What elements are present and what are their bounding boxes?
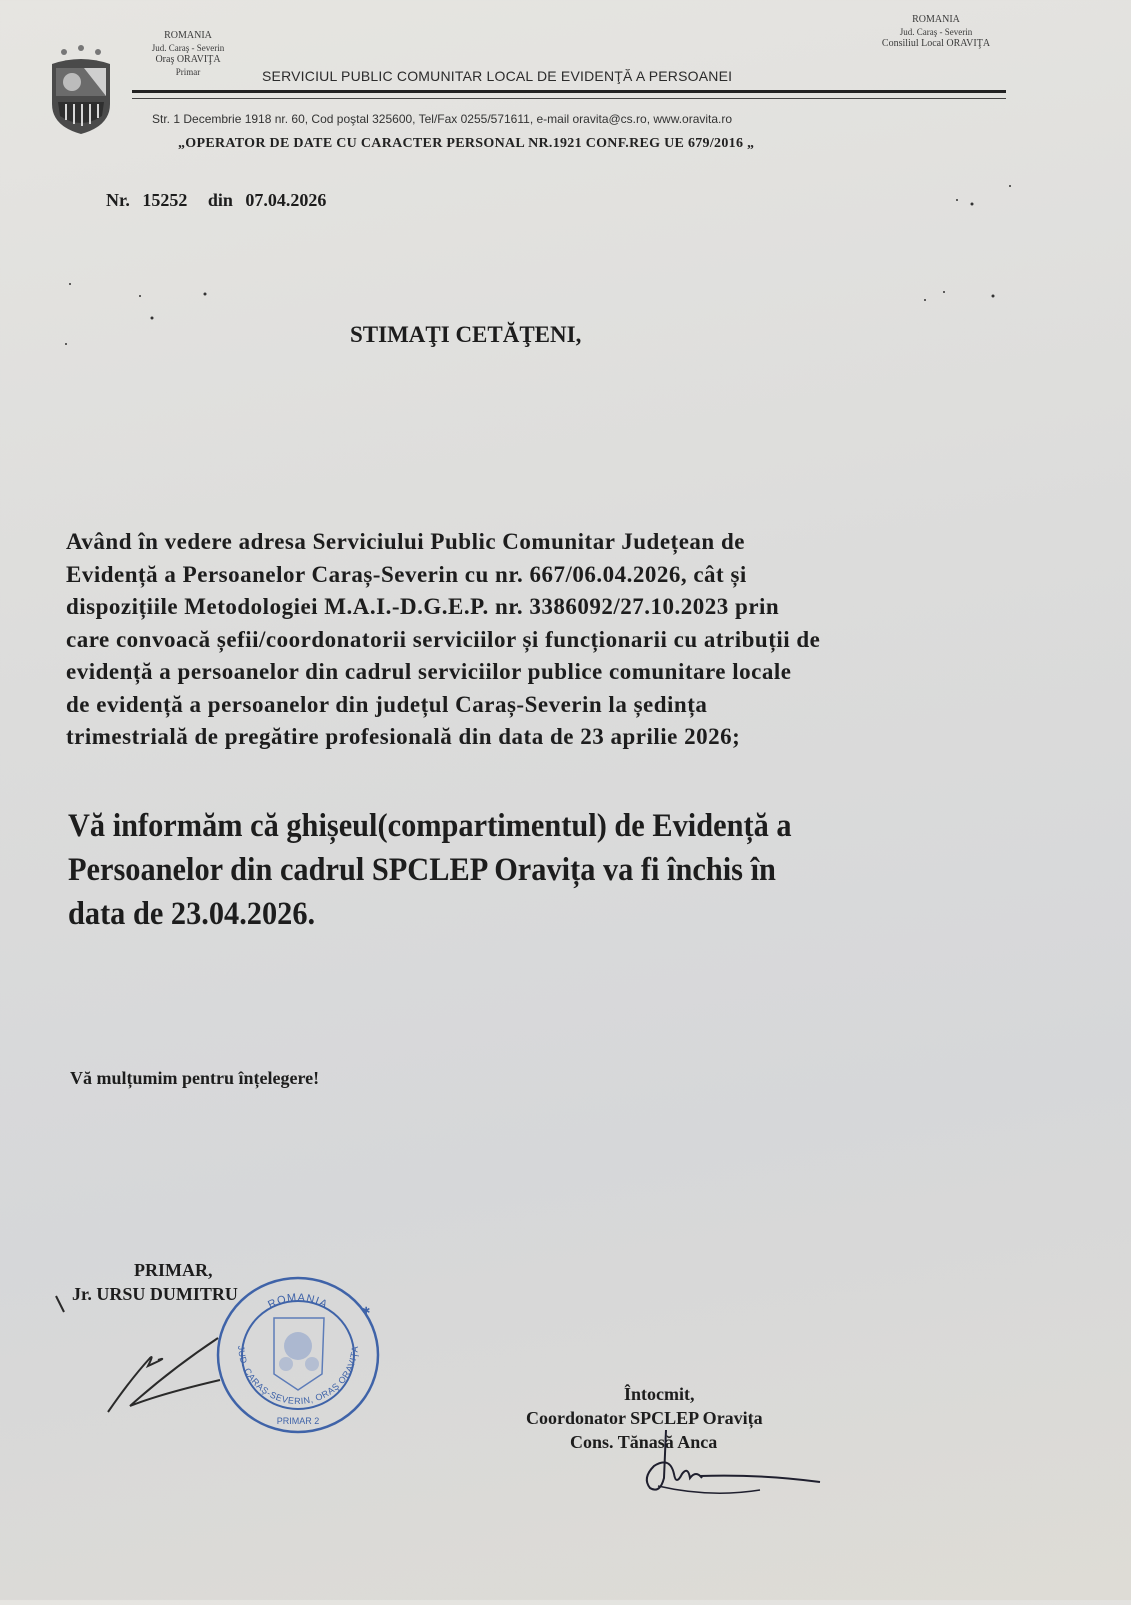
author-role: Coordonator SPCLEP Oravița xyxy=(526,1408,763,1428)
header-left-line: ROMANIA xyxy=(164,30,212,41)
stamp-star-icon: ✱ xyxy=(362,1306,371,1317)
header-right-line: Consiliul Local ORAVIŢA xyxy=(881,38,991,49)
header-left-line: Oraş ORAVIŢA xyxy=(155,54,221,65)
svg-text:ROMANIA xyxy=(266,1292,330,1311)
stamp-text-bottom: PRIMAR 2 xyxy=(276,1416,320,1426)
header-right-line: ROMANIA xyxy=(912,14,960,25)
body-line: evidență a persoanelor din cadrul serviciilor publice comunitare locale xyxy=(66,659,792,684)
header-address: Str. 1 Decembrie 1918 nr. 60, Cod poştal 325600, Tel/Fax 0255/571611, e-mail oravita@cs.ro, www.oravita.ro xyxy=(152,112,733,126)
nr-label: Nr. xyxy=(106,190,130,210)
header-rule-top xyxy=(132,90,1006,93)
registration-date: 07.04.2026 xyxy=(245,190,327,210)
author-label: Întocmit, xyxy=(624,1384,695,1404)
header-rule-bottom xyxy=(132,98,1006,99)
author-name: Cons. Tănasă Anca xyxy=(570,1432,718,1452)
header-left-block xyxy=(118,30,258,78)
body-paragraph xyxy=(66,526,1026,754)
notice-line: data de 23.04.2026. xyxy=(68,896,316,932)
header-operator-notice: „OPERATOR DE DATE CU CARACTER PERSONAL NR.1921 CONF.REG UE 679/2016 „ xyxy=(178,136,755,151)
body-line: Având în vedere adresa Serviciului Public Comunitar Județean de xyxy=(66,529,745,554)
header-left-line: Primar xyxy=(175,67,201,77)
mayor-title: PRIMAR, xyxy=(134,1260,213,1280)
body-line: trimestrială de pregătire profesională din data de 23 aprilie 2026; xyxy=(66,724,741,749)
notice-line: Persoanelor din cadrul SPCLEP Oravița va fi închis în xyxy=(68,852,776,888)
author-signature-icon xyxy=(640,1426,830,1502)
header-title: SERVICIUL PUBLIC COMUNITAR LOCAL DE EVIDENŢĂ A PERSOANEI xyxy=(262,68,733,84)
registration-number xyxy=(106,190,326,211)
mayor-name: Jr. URSU DUMITRU xyxy=(72,1284,238,1304)
official-stamp xyxy=(214,1274,382,1436)
thanks-line: Vă mulțumim pentru înțelegere! xyxy=(70,1068,320,1088)
salutation: STIMAŢI CETĂŢENI, xyxy=(350,322,582,347)
body-line: Evidență a Persoanelor Caraș-Severin cu nr. 667/06.04.2026, cât și xyxy=(66,561,747,587)
body-line: dispozițiile Metodologiei M.A.I.-D.G.E.P. nr. 3386092/27.10.2023 prin xyxy=(66,594,780,619)
din-label: din xyxy=(207,190,233,210)
coat-of-arms-icon xyxy=(44,38,118,136)
stamp-text-top: ROMANIA xyxy=(266,1291,330,1312)
notice-line: Vă informăm că ghișeul(compartimentul) de Evidență a xyxy=(68,808,792,844)
closure-notice xyxy=(68,804,792,936)
stamp-text-ring: JUD. CARAŞ-SEVERIN, ORAŞ ORAVIŢA xyxy=(235,1345,361,1407)
header-right-block xyxy=(858,14,1014,50)
header-right-line: Jud. Caraş - Severin xyxy=(899,27,973,37)
body-line: care convoacă șefii/coordonatorii serviciilor și funcționarii cu atribuții de xyxy=(66,626,821,652)
body-line: de evidență a persoanelor din județul Caraș-Severin la ședința xyxy=(66,691,708,717)
header-left-line: Jud. Caraş - Severin xyxy=(151,43,225,53)
nr-value: 15252 xyxy=(142,190,188,210)
